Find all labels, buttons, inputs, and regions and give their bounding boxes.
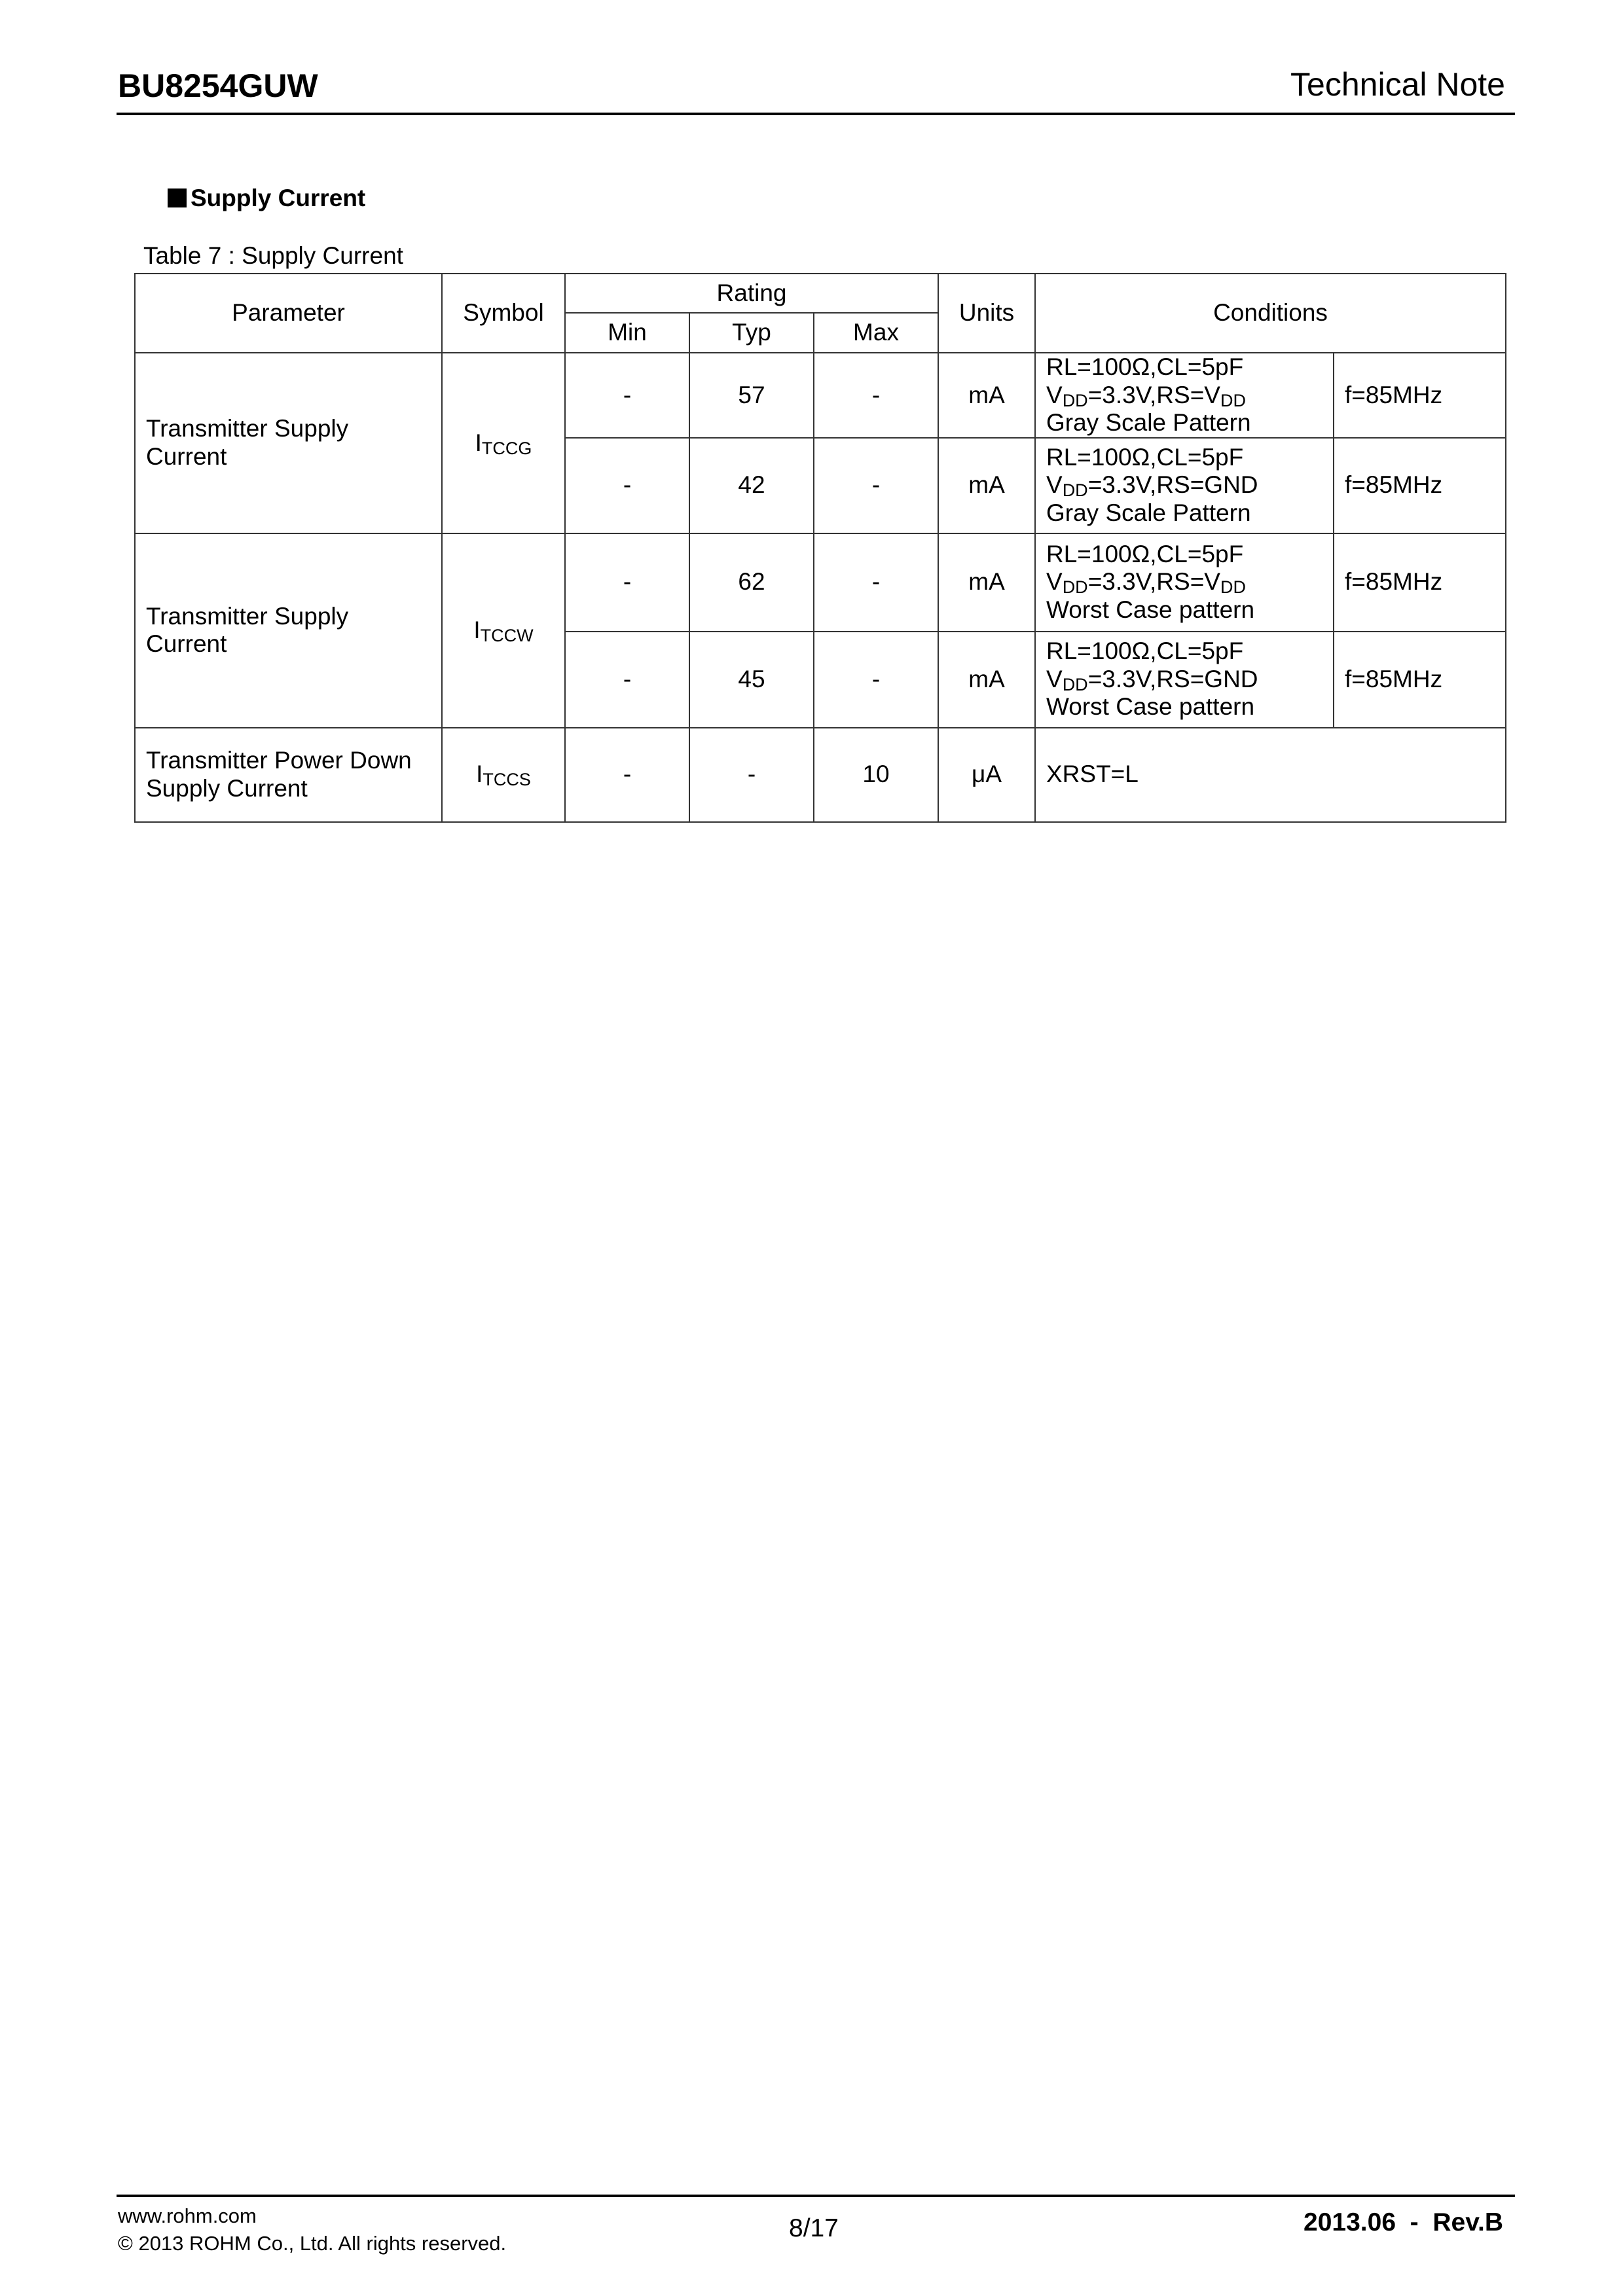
min-cell: - xyxy=(565,533,689,632)
footer-rule xyxy=(117,2195,1515,2197)
max-cell: - xyxy=(814,353,938,438)
page-number: 8/17 xyxy=(789,2214,839,2242)
header-min: Min xyxy=(565,313,689,353)
typ-cell: 57 xyxy=(689,353,814,438)
units-cell: μA xyxy=(938,728,1035,822)
frequency-cell: f=85MHz xyxy=(1334,533,1506,632)
units-cell: mA xyxy=(938,353,1035,438)
header-units: Units xyxy=(938,274,1035,353)
header-row xyxy=(135,274,1506,313)
section-title: Supply Current xyxy=(191,185,366,211)
header-symbol: Symbol xyxy=(442,274,565,353)
condition-cell: RL=100Ω,CL=5pF $V_{DD}=3.3V,RS=V_{DD}$ Gray Scale Pattern xyxy=(1035,353,1334,438)
header-parameter: Parameter xyxy=(135,274,442,353)
min-cell: - xyxy=(565,438,689,533)
typ-cell: 45 xyxy=(689,632,814,728)
max-cell: - xyxy=(814,438,938,533)
header-conditions: Conditions xyxy=(1035,274,1506,353)
parameter-cell: Transmitter Supply Current xyxy=(135,353,442,533)
condition-cell: RL=100Ω,CL=5pF $V_{DD}=3.3V,RS=GND$ Worst Case pattern xyxy=(1035,632,1334,728)
symbol-cell: $I_{TCCG}$ xyxy=(442,353,565,533)
document-type: Technical Note xyxy=(1290,66,1505,103)
min-cell: - xyxy=(565,353,689,438)
parameter-cell: Transmitter Power Down Supply Current xyxy=(135,728,442,822)
units-cell: mA xyxy=(938,632,1035,728)
typ-cell: 62 xyxy=(689,533,814,632)
typ-cell: 42 xyxy=(689,438,814,533)
section-heading xyxy=(168,185,365,212)
header-max: Max xyxy=(814,313,938,353)
parameter-cell: Transmitter Supply Current xyxy=(135,533,442,728)
condition-cell: RL=100Ω,CL=5pF $V_{DD}=3.3V,RS=GND$ Gray Scale Pattern xyxy=(1035,438,1334,533)
document-title: BU8254GUW xyxy=(118,67,318,104)
typ-cell: - xyxy=(689,728,814,822)
max-cell: - xyxy=(814,632,938,728)
max-cell: - xyxy=(814,533,938,632)
revision-label: 2013.06 - Rev.B xyxy=(1304,2208,1503,2236)
square-bullet-icon xyxy=(168,188,187,207)
min-cell: - xyxy=(565,632,689,728)
symbol-cell: $I_{TCCW}$ xyxy=(442,533,565,728)
header-rating: Rating xyxy=(565,274,938,313)
footer-url: www.rohm.com xyxy=(118,2204,257,2227)
header-typ: Typ xyxy=(689,313,814,353)
condition-cell: XRST=L xyxy=(1035,728,1506,822)
header-rule xyxy=(117,113,1515,115)
max-cell: 10 xyxy=(814,728,938,822)
symbol-cell: $I_{TCCS}$ xyxy=(442,728,565,822)
supply-current-table xyxy=(134,273,1506,823)
table-row xyxy=(135,533,1506,632)
min-cell: - xyxy=(565,728,689,822)
units-cell: mA xyxy=(938,533,1035,632)
table-caption: Table 7 : Supply Current xyxy=(143,242,403,269)
units-cell: mA xyxy=(938,438,1035,533)
frequency-cell: f=85MHz xyxy=(1334,632,1506,728)
table-row xyxy=(135,353,1506,438)
table-row xyxy=(135,728,1506,822)
footer-copyright: © 2013 ROHM Co., Ltd. All rights reserved. xyxy=(118,2232,507,2255)
condition-cell: RL=100Ω,CL=5pF $V_{DD}=3.3V,RS=V_{DD}$ Worst Case pattern xyxy=(1035,533,1334,632)
frequency-cell: f=85MHz xyxy=(1334,438,1506,533)
frequency-cell: f=85MHz xyxy=(1334,353,1506,438)
